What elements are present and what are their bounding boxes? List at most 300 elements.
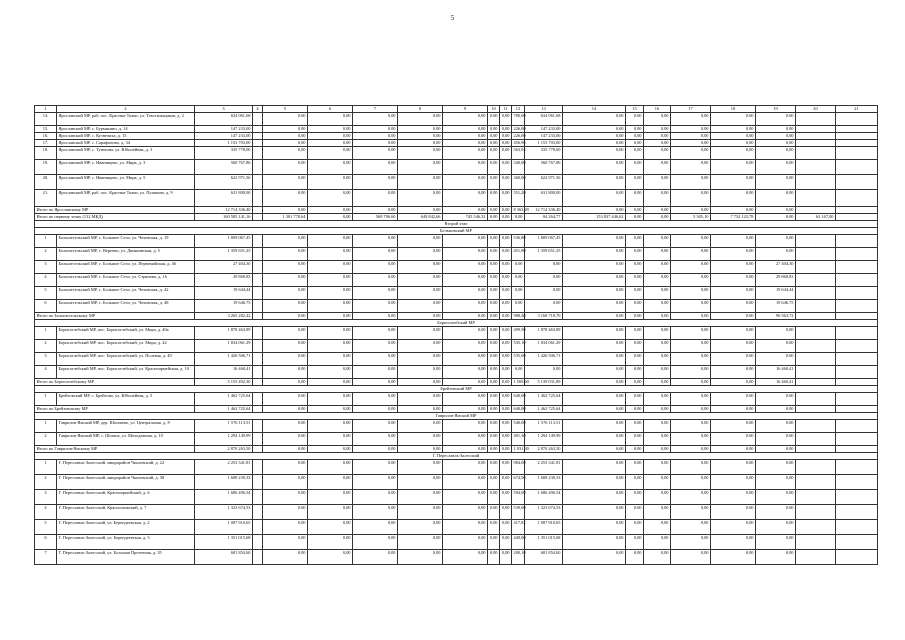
value-cell: 0,00 — [500, 248, 512, 261]
address-cell: Большесельский МР, с. Большое Село, ул. Странова, д. 16 — [57, 274, 195, 287]
value-cell: 0,00 — [711, 420, 756, 433]
value-cell: 0,00 — [308, 300, 353, 313]
value-cell: 1 834 061,29 — [195, 340, 253, 353]
section-title: Г. Переславль-Залесский — [35, 453, 878, 460]
value-cell: 0,00 — [443, 287, 488, 300]
value-cell: 0,00 — [443, 274, 488, 287]
value-cell: 0,00 — [711, 535, 756, 550]
value-cell: 1 323 674,53 — [525, 505, 563, 520]
value-cell: 1 576 113,51 — [195, 420, 253, 433]
value-cell: 0,00 — [263, 300, 308, 313]
value-cell: 0,00 — [500, 366, 512, 379]
value-cell: 147 233,00 — [195, 126, 253, 133]
value-cell — [836, 340, 878, 353]
address-cell: Большесельский МР, с. Веречно, ул. Двоякинская, д. 5 — [57, 248, 195, 261]
row-number: 1 — [35, 327, 57, 340]
value-cell: 0,00 — [488, 366, 500, 379]
section-header-row — [35, 221, 878, 228]
row-number: 6 — [35, 300, 57, 313]
value-cell — [836, 190, 878, 207]
value-cell: 0,00 — [644, 126, 671, 133]
value-cell: 0,00 — [263, 175, 308, 190]
value-cell — [836, 140, 878, 147]
table-row — [35, 420, 878, 433]
value-cell: 0,00 — [626, 190, 644, 207]
value-cell — [836, 261, 878, 274]
value-cell: 96 563,72 — [756, 313, 796, 320]
value-cell: 0,00 — [443, 520, 488, 535]
table-row — [35, 126, 878, 133]
value-cell: 0,00 — [353, 160, 398, 175]
value-cell — [253, 406, 263, 413]
table-row — [35, 235, 878, 248]
table-row — [35, 160, 878, 175]
value-cell: 0,00 — [443, 113, 488, 126]
row-number: 7 — [35, 550, 57, 565]
value-cell: 0,00 — [398, 287, 443, 300]
row-number: 19. — [35, 160, 57, 175]
value-cell: 0,00 — [563, 313, 626, 320]
value-cell: 0,00 — [644, 214, 671, 221]
table-row — [35, 287, 878, 300]
value-cell: 535,10 — [512, 340, 525, 353]
value-cell: 0,00 — [563, 433, 626, 446]
value-cell: 0,00 — [711, 460, 756, 475]
value-cell: 0,00 — [756, 550, 796, 565]
value-cell — [836, 505, 878, 520]
row-number: 2 — [35, 340, 57, 353]
value-cell: 0,00 — [626, 274, 644, 287]
value-cell: 0,00 — [563, 393, 626, 406]
value-cell: 0,00 — [626, 340, 644, 353]
value-cell: 0,00 — [563, 460, 626, 475]
value-cell: 0,00 — [500, 379, 512, 386]
value-cell — [796, 505, 836, 520]
value-cell: 0,00 — [756, 235, 796, 248]
value-cell: 0,00 — [711, 505, 756, 520]
value-cell — [836, 446, 878, 453]
value-cell: 0,00 — [644, 327, 671, 340]
value-cell — [253, 490, 263, 505]
section-header-row — [35, 320, 878, 327]
value-cell: 0,00 — [711, 406, 756, 413]
value-cell: 681 854,60 — [195, 550, 253, 565]
value-cell: 0,00 — [563, 490, 626, 505]
value-cell: 0,00 — [711, 550, 756, 565]
value-cell: 0,00 — [263, 248, 308, 261]
value-cell: 0,00 — [443, 393, 488, 406]
row-number: 4 — [35, 505, 57, 520]
value-cell: 0,00 — [398, 147, 443, 160]
value-cell: 0,00 — [398, 550, 443, 565]
value-cell: 0,00 — [711, 190, 756, 207]
value-cell — [836, 490, 878, 505]
value-cell: 0,00 — [488, 420, 500, 433]
value-cell — [796, 379, 836, 386]
total-row — [35, 207, 878, 214]
value-cell: 0,00 — [308, 190, 353, 207]
value-cell — [836, 126, 878, 133]
value-cell: 16 460,41 — [195, 366, 253, 379]
value-cell: 0,00 — [398, 433, 443, 446]
table-row — [35, 340, 878, 353]
value-cell: 1 834 061,29 — [525, 340, 563, 353]
value-cell: 0,00 — [353, 550, 398, 565]
value-cell: 0,00 — [443, 140, 488, 147]
value-cell: 0,00 — [756, 190, 796, 207]
value-cell — [253, 261, 263, 274]
value-cell: 560 767,86 — [525, 160, 563, 175]
value-cell: 1 426 506,71 — [195, 353, 253, 366]
value-cell: 0,00 — [512, 300, 525, 313]
value-cell: 0,00 — [443, 147, 488, 160]
address-cell: Ярославский МР, с. Туношна, ул. Юбилейная, д. 3 — [57, 147, 195, 160]
value-cell: 0,00 — [500, 327, 512, 340]
value-cell: 0,00 — [308, 505, 353, 520]
value-cell: 0,00 — [398, 406, 443, 413]
value-cell — [253, 287, 263, 300]
value-cell: 0,00 — [263, 126, 308, 133]
value-cell: 0,00 — [671, 140, 711, 147]
value-cell: 7 732 123,78 — [711, 214, 756, 221]
value-cell: 0,00 — [626, 505, 644, 520]
value-cell: 0,00 — [711, 235, 756, 248]
value-cell: 0,00 — [563, 406, 626, 413]
value-cell: 0,00 — [488, 433, 500, 446]
value-cell: 0,00 — [443, 300, 488, 313]
value-cell: 0,00 — [626, 140, 644, 147]
value-cell: 745 546,32 — [443, 214, 488, 221]
value-cell: 0,00 — [398, 140, 443, 147]
value-cell: 0,00 — [671, 505, 711, 520]
value-cell — [796, 393, 836, 406]
value-cell: 0,00 — [711, 393, 756, 406]
value-cell — [836, 353, 878, 366]
value-cell: 226,00 — [513, 126, 526, 131]
value-cell: 1 153 703,00 — [195, 140, 253, 147]
value-cell: 0,00 — [398, 175, 443, 190]
value-cell — [253, 353, 263, 366]
value-cell: 0,00 — [756, 420, 796, 433]
value-cell: 0,00 — [353, 460, 398, 475]
value-cell — [796, 287, 836, 300]
row-number: 5 — [35, 287, 57, 300]
page-number: 5 — [450, 14, 455, 22]
value-cell: 491,30 — [512, 433, 525, 446]
value-cell — [796, 535, 836, 550]
value-cell: 0,00 — [671, 160, 711, 175]
value-cell: 0,00 — [711, 433, 756, 446]
value-cell: 1 294 149,99 — [525, 433, 563, 446]
table-row — [35, 520, 878, 535]
value-cell — [836, 274, 878, 287]
value-cell — [796, 113, 836, 126]
address-cell: Г. Переславль-Залесский, микрорайон Чкаловский, д. 38 — [57, 475, 195, 490]
value-cell: 0,00 — [563, 340, 626, 353]
table-row — [35, 261, 878, 274]
value-cell: 29 868,83 — [195, 274, 253, 287]
value-cell: 0,00 — [398, 366, 443, 379]
value-cell: 1 608 239,33 — [195, 475, 253, 490]
value-cell: 0,00 — [644, 190, 671, 207]
value-cell: 0,00 — [500, 420, 512, 433]
value-cell: 0,00 — [443, 248, 488, 261]
value-cell: 0,00 — [671, 366, 711, 379]
value-cell: 0,00 — [756, 175, 796, 190]
table-row — [35, 327, 878, 340]
value-cell — [796, 207, 836, 214]
value-cell: 0,00 — [500, 147, 512, 160]
value-cell: 0,00 — [263, 287, 308, 300]
value-cell: 0,00 — [308, 133, 353, 140]
value-cell: 0,00 — [644, 475, 671, 490]
value-cell: 0,00 — [671, 248, 711, 261]
value-cell: 0,00 — [488, 327, 500, 340]
value-cell: 0,00 — [500, 433, 512, 446]
value-cell: 0,00 — [671, 113, 711, 126]
value-cell — [836, 133, 878, 140]
value-cell: 0,00 — [671, 261, 711, 274]
value-cell: 0,00 — [488, 406, 500, 413]
value-cell: 0,00 — [711, 379, 756, 386]
value-cell: 0,00 — [308, 520, 353, 535]
column-header: 12 — [512, 106, 525, 113]
value-cell: 1 686 496,54 — [525, 490, 563, 505]
value-cell: 0,00 — [443, 505, 488, 520]
value-cell: 1 359 651,25 — [525, 248, 563, 261]
value-cell: 0,00 — [308, 433, 353, 446]
address-cell: Г. Переславль-Залесский, ул. Большая Протечная, д. 35 — [57, 550, 195, 565]
value-cell: 0,00 — [353, 274, 398, 287]
value-cell: 0,00 — [626, 235, 644, 248]
section-title: Брейтовский МР — [35, 386, 878, 393]
value-cell — [836, 420, 878, 433]
value-cell: 0,00 — [671, 433, 711, 446]
value-cell — [253, 379, 263, 386]
address-cell: Ярославский МР, раб. пос. Красные Ткачи, ул. Текстильщиков, д. 2 — [57, 113, 195, 126]
value-cell: 0,00 — [353, 353, 398, 366]
value-cell: 0,00 — [756, 126, 796, 133]
value-cell: 551,20 — [512, 190, 525, 207]
value-cell: 0,00 — [644, 207, 671, 214]
value-cell: 0,00 — [308, 535, 353, 550]
value-cell: 1 462 725,64 — [525, 393, 563, 406]
value-cell: 0,00 — [263, 313, 308, 320]
value-cell: 0,00 — [671, 550, 711, 565]
value-cell: 5 305,10 — [671, 214, 711, 221]
data-table — [34, 105, 878, 565]
value-cell: 0,00 — [308, 420, 353, 433]
value-cell: 0,00 — [644, 505, 671, 520]
value-cell: 0,00 — [443, 160, 488, 175]
value-cell: 1 569,60 — [513, 379, 529, 384]
value-cell — [253, 433, 263, 446]
value-cell — [796, 420, 836, 433]
value-cell: 1 087 910,65 — [525, 520, 563, 535]
value-cell: 0,00 — [626, 460, 644, 475]
value-cell: 0,00 — [500, 406, 512, 413]
value-cell: 0,00 — [626, 393, 644, 406]
value-cell: 0,00 — [756, 433, 796, 446]
value-cell: 0,00 — [398, 248, 443, 261]
value-cell: 1 608 239,33 — [525, 475, 563, 490]
value-cell: 0,00 — [671, 175, 711, 190]
value-cell: 0,00 — [308, 460, 353, 475]
value-cell — [796, 175, 836, 190]
value-cell — [796, 248, 836, 261]
value-cell — [836, 520, 878, 535]
value-cell — [796, 340, 836, 353]
section-title: Борисоглебский МР — [35, 320, 878, 327]
value-cell: 29 868,83 — [756, 274, 796, 287]
table-row — [35, 433, 878, 446]
address-cell: Ярославский МР, с. Сарафоново, д. 34 — [57, 140, 195, 147]
value-cell: 0,00 — [488, 126, 500, 133]
value-cell: 0,00 — [353, 406, 398, 413]
value-cell: 2 253 341,81 — [525, 460, 563, 475]
value-cell: 153 837 446,62 — [563, 214, 626, 221]
value-cell — [253, 126, 263, 133]
total-label: Итого по Большесельскому МР — [35, 313, 195, 320]
value-cell: 988,40 — [513, 313, 526, 318]
value-cell: 0,00 — [563, 505, 626, 520]
value-cell: 0,00 — [488, 550, 500, 565]
value-cell — [796, 490, 836, 505]
value-cell — [796, 550, 836, 565]
value-cell: 417,82 — [512, 520, 525, 535]
row-number: 1 — [35, 393, 57, 406]
value-cell — [796, 446, 836, 453]
value-cell: 0,00 — [488, 520, 500, 535]
value-cell: 0,00 — [563, 261, 626, 274]
value-cell — [253, 235, 263, 248]
value-cell: 0,00 — [398, 446, 443, 453]
value-cell: 0,00 — [398, 160, 443, 175]
value-cell: 0,00 — [525, 300, 563, 313]
value-cell: 0,00 — [626, 300, 644, 313]
value-cell: 0,00 — [488, 235, 500, 248]
value-cell: 0,00 — [525, 274, 563, 287]
value-cell: 451,80 — [512, 248, 525, 261]
value-cell: 0,00 — [756, 535, 796, 550]
value-cell: 1 087 910,65 — [195, 520, 253, 535]
value-cell: 0,00 — [756, 207, 796, 214]
value-cell: 0,00 — [488, 175, 500, 190]
row-number: 3 — [35, 353, 57, 366]
value-cell: 226,00 — [513, 133, 526, 138]
row-number: 2 — [35, 433, 57, 446]
value-cell: 0,00 — [644, 393, 671, 406]
value-cell: 2 870 263,50 — [525, 446, 563, 453]
value-cell — [796, 300, 836, 313]
value-cell: 0,00 — [711, 175, 756, 190]
value-cell: 0,00 — [500, 460, 512, 475]
value-cell: 3 265 282,42 — [195, 313, 253, 320]
value-cell: 0,00 — [756, 446, 796, 453]
value-cell: 0,00 — [563, 446, 626, 453]
value-cell: 27 404,30 — [195, 261, 253, 274]
value-cell: 0,00 — [711, 248, 756, 261]
total-row — [35, 379, 878, 386]
value-cell: 0,00 — [488, 379, 500, 386]
value-cell: 360,00 — [512, 175, 525, 190]
table-row — [35, 490, 878, 505]
value-cell — [836, 300, 878, 313]
value-cell: 0,00 — [563, 274, 626, 287]
value-cell: 1 359 651,25 — [195, 248, 253, 261]
value-cell: 0,00 — [671, 420, 711, 433]
column-header: 2 — [57, 106, 195, 113]
value-cell: 0,00 — [644, 274, 671, 287]
value-cell: 0,00 — [353, 147, 398, 160]
value-cell: 0,00 — [626, 113, 644, 126]
value-cell — [836, 287, 878, 300]
value-cell: 0,00 — [644, 300, 671, 313]
value-cell: 0,00 — [644, 313, 671, 320]
value-cell: 0,00 — [263, 460, 308, 475]
value-cell: 0,00 — [500, 520, 512, 535]
value-cell: 0,00 — [488, 313, 500, 320]
value-cell: 0,00 — [711, 446, 756, 453]
value-cell: 0,00 — [488, 287, 500, 300]
address-cell: Борисоглебский МР, пос. Борисоглебский, ул. Полевая, д. 49 — [57, 353, 195, 366]
value-cell — [836, 433, 878, 446]
value-cell: 0,00 — [671, 535, 711, 550]
address-cell: Большесельский МР, с. Большое Село, ул. Чеховская, д. 48 — [57, 300, 195, 313]
value-cell: 0,00 — [353, 175, 398, 190]
value-cell — [836, 379, 878, 386]
value-cell: 0,00 — [500, 535, 512, 550]
value-cell: 0,00 — [711, 313, 756, 320]
value-cell: 0,00 — [308, 126, 353, 133]
value-cell: 0,00 — [263, 433, 308, 446]
value-cell: 0,00 — [671, 460, 711, 475]
value-cell: 0,00 — [398, 190, 443, 207]
value-cell: 340,00 — [512, 160, 525, 175]
value-cell: 0,00 — [671, 340, 711, 353]
value-cell: 0,00 — [488, 140, 500, 147]
table-row — [35, 535, 878, 550]
value-cell: 0,00 — [626, 433, 644, 446]
value-cell: 0,00 — [644, 535, 671, 550]
row-number: 17. — [35, 140, 57, 147]
value-cell: 0,00 — [563, 535, 626, 550]
value-cell: 0,00 — [488, 207, 500, 214]
row-number: 14. — [35, 113, 57, 126]
value-cell: 0,00 — [563, 287, 626, 300]
value-cell: 0,00 — [353, 261, 398, 274]
value-cell: 0,00 — [443, 261, 488, 274]
value-cell: 0,00 — [308, 248, 353, 261]
value-cell: 449,00 — [512, 535, 525, 550]
section-title: Гаврилов-Ямский МР — [35, 413, 878, 420]
value-cell: 0,00 — [443, 535, 488, 550]
value-cell: 0,00 — [711, 261, 756, 274]
value-cell: 0,00 — [308, 340, 353, 353]
row-number: 1 — [35, 460, 57, 475]
value-cell: 0,00 — [500, 550, 512, 565]
value-cell: 0,00 — [671, 393, 711, 406]
value-cell: 27 404,30 — [756, 261, 796, 274]
value-cell: 0,00 — [308, 353, 353, 366]
value-cell — [796, 475, 836, 490]
value-cell: 0,00 — [353, 505, 398, 520]
value-cell: 0,00 — [644, 113, 671, 126]
table-row — [35, 505, 878, 520]
value-cell: 640,00 — [512, 393, 525, 406]
value-cell — [253, 420, 263, 433]
address-cell: Большесельский МР, с. Большое Село, ул. Первомайская, д. 46 — [57, 261, 195, 274]
